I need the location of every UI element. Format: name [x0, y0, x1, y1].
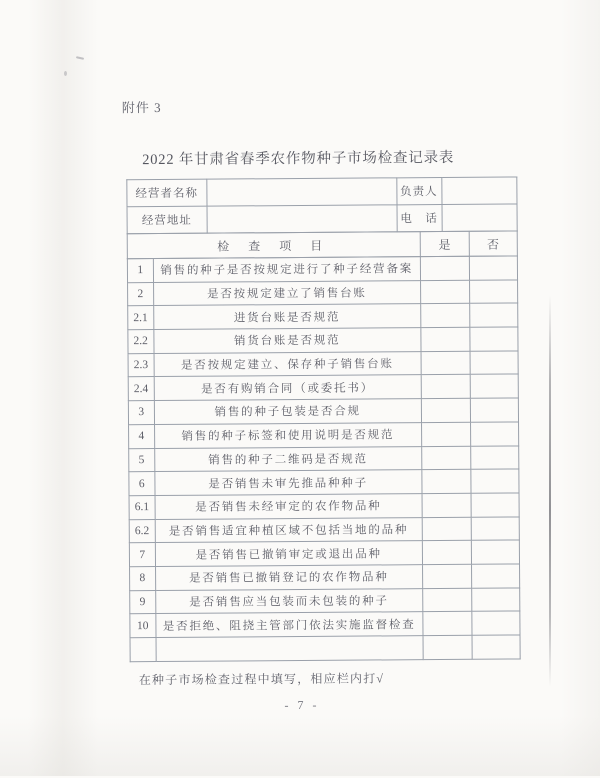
page-number: - 7 - [284, 697, 320, 713]
yes-cell [421, 327, 470, 351]
table-row [128, 327, 518, 353]
table-row [127, 177, 517, 207]
page-title: 2022 年甘肃省春季农作物种子市场检查记录表 [142, 149, 455, 169]
yes-cell [421, 398, 470, 422]
no-cell [470, 422, 519, 446]
table-row [127, 204, 517, 234]
item-cell: 销售的种子二维码是否规范 [154, 446, 422, 472]
item-cell: 进货台账是否规范 [153, 304, 421, 330]
no-cell [470, 374, 519, 398]
inspection-body-table [127, 255, 521, 661]
table-row [128, 374, 518, 400]
table-row [128, 351, 518, 377]
attachment-label: 附件 3 [121, 99, 162, 116]
row-number-cell: 9 [130, 590, 156, 614]
no-cell [470, 351, 519, 375]
row-number-cell: 3 [128, 401, 154, 425]
item-cell: 是否有购销合同（或委托书） [154, 375, 422, 401]
phone-label: 电 话 [397, 205, 442, 232]
item-cell: 是否销售已撤销审定或退出品种 [155, 541, 423, 567]
row-number-cell: 2 [128, 282, 154, 306]
yes-cell [422, 517, 471, 541]
yes-cell [422, 493, 471, 517]
address-value-cell [207, 205, 397, 233]
table-row [130, 588, 520, 614]
manager-label: 负责人 [396, 178, 441, 205]
row-number-cell: 2.2 [128, 330, 154, 354]
no-cell [471, 611, 520, 635]
table-row [129, 469, 519, 495]
table-row [130, 611, 520, 637]
yes-cell [421, 375, 470, 399]
item-cell [156, 636, 424, 662]
inspection-items-header: 检 查 项 目 [127, 232, 420, 259]
yes-cell [423, 612, 472, 636]
operator-info-table [126, 176, 517, 234]
no-cell [471, 588, 520, 612]
address-label: 经营地址 [127, 206, 207, 234]
operator-name-label: 经营者名称 [127, 179, 207, 207]
table-row [129, 445, 519, 471]
no-cell [471, 493, 520, 517]
table-row [128, 398, 518, 424]
no-cell [469, 256, 518, 280]
no-cell [470, 398, 519, 422]
row-number-cell: 4 [129, 424, 155, 448]
yes-cell [420, 256, 469, 280]
table-row [128, 280, 518, 306]
no-column-header: 否 [469, 231, 518, 256]
row-number-cell: 2.1 [128, 306, 154, 330]
yes-cell [421, 304, 470, 328]
item-cell: 是否按规定建立、保存种子销售台账 [154, 351, 422, 377]
table-row [130, 635, 520, 661]
table-row [130, 564, 520, 590]
row-number-cell: 2.4 [128, 377, 154, 401]
row-number-cell: 6.2 [129, 519, 155, 543]
table-row [129, 517, 519, 543]
item-cell: 是否销售未审先推品种种子 [154, 470, 422, 496]
item-cell: 是否销售已撤销登记的农作物品种 [155, 565, 423, 591]
no-cell [469, 280, 518, 304]
footnote: 在种子市场检查过程中填写，相应栏内打√ [138, 671, 385, 688]
inspection-form [126, 176, 519, 661]
yes-cell [421, 280, 470, 304]
yes-cell [422, 541, 471, 565]
table-row [129, 493, 519, 519]
item-cell: 销货台账是否规范 [153, 328, 421, 354]
row-number-cell: 1 [127, 259, 153, 283]
row-number-cell: 8 [130, 566, 156, 590]
manager-value-cell [441, 177, 517, 205]
row-number-cell: 2.3 [128, 353, 154, 377]
table-row [129, 422, 519, 448]
item-cell: 是否拒绝、阻挠主管部门依法实施监督检查 [155, 612, 423, 638]
item-cell: 是否销售未经审定的农作物品种 [155, 494, 423, 520]
table-row [129, 540, 519, 566]
row-number-cell: 5 [129, 448, 155, 472]
yes-cell [421, 351, 470, 375]
item-cell: 销售的种子是否按规定进行了种子经营备案 [153, 257, 421, 283]
yes-cell [423, 635, 472, 659]
no-cell [469, 327, 518, 351]
table-row [128, 303, 518, 329]
inspection-table-body [127, 256, 520, 661]
row-number-cell: 6 [129, 472, 155, 496]
no-cell [471, 564, 520, 588]
item-cell: 是否销售适宜种植区域不包括当地的品种 [155, 517, 423, 543]
no-cell [470, 469, 519, 493]
yes-cell [423, 588, 472, 612]
row-number-cell [130, 638, 156, 662]
item-cell: 销售的种子包装是否合规 [154, 399, 422, 425]
row-number-cell: 6.1 [129, 495, 155, 519]
item-cell: 销售的种子标签和使用说明是否规范 [154, 422, 422, 448]
no-cell [469, 303, 518, 327]
table-row [127, 256, 517, 282]
yes-cell [423, 564, 472, 588]
row-number-cell: 10 [130, 614, 156, 638]
no-cell [470, 445, 519, 469]
no-cell [471, 517, 520, 541]
no-cell [472, 635, 521, 659]
no-cell [471, 540, 520, 564]
yes-cell [422, 422, 471, 446]
item-cell: 是否销售应当包装而未包装的种子 [155, 588, 423, 614]
phone-value-cell [441, 204, 517, 232]
row-number-cell: 7 [129, 543, 155, 567]
yes-cell [422, 446, 471, 470]
yes-column-header: 是 [420, 231, 469, 256]
operator-name-value-cell [206, 178, 396, 206]
item-cell: 是否按规定建立了销售台账 [153, 280, 421, 306]
table-row [127, 231, 517, 259]
yes-cell [422, 469, 471, 493]
